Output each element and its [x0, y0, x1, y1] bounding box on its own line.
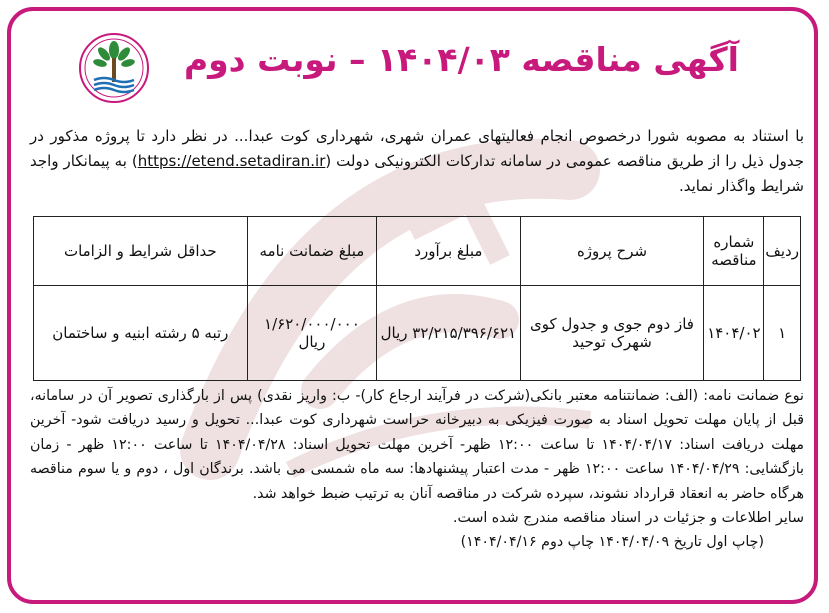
- print-dates-line: (چاپ اول تاریخ ۱۴۰۴/۰۴/۰۹ چاپ دوم ۱۴۰۴/۰۴/۱۶): [460, 534, 764, 551]
- cell-requirements: رتبه ۵ رشته ابنیه و ساختمان: [34, 286, 248, 381]
- header-row-number: ردیف: [764, 217, 801, 286]
- guarantee-terms-paragraph: نوع ضمانت نامه: (الف: ضمانتنامه معتبر بانکی(شرکت در فرآیند ارجاع کار)- ب: واریز نقدی) پس از بارگذاری تصویر آن در سامانه، قبل از پایان مهلت تحویل اسناد به صورت فیزیکی به دبیرخانه حراست شهرداری کوت عبدا... تحویل و رسید دریافت شود- آخرین مهلت دریافت اسناد: ۱۴۰۴/۰۴/۱۷ تا ساعت ۱۲:۰۰ ظهر- آخرین مهلت تحویل اسناد: ۱۴۰۴/۰۴/۲۸ تا ساعت ۱۲:۰۰ ظهر - زمان بازگشایی: ۱۴۰۴/۰۴/۲۹ ساعت ۱۲:۰۰ ظهر - مدت اعتبار پیشنهادها: سه ماه شمسی می باشد. برندگان اول ، دوم و یا سوم مناقصه هرگاه حاضر به انعقاد قرارداد نشوند، سپرده شرکت در مناقصه آنان به ترتیب ضبط خواهد شد.: [30, 388, 804, 502]
- municipality-logo: [78, 30, 150, 106]
- cell-row-number: ۱: [764, 286, 801, 381]
- table-header-row: [34, 217, 801, 286]
- notes-section: [30, 384, 804, 555]
- cell-estimate: ۳۲/۲۱۵/۳۹۶/۶۲۱ ریال: [377, 286, 520, 381]
- header-tender-number: شماره مناقصه: [704, 217, 764, 286]
- intro-text-start: با استناد به مصوبه شورا درخصوص انجام فعالیتهای عمران شهری، شهرداری کوت عبدا... در نظر دارد تا پروژه مذکور در جدول ذیل را از طریق مناقصه عمومی در سامانه تدارکات الکترونیکی دولت (: [30, 127, 804, 170]
- details-line: سایر اطلاعات و جزئیات در اسناد مناقصه مندرج شده است.: [453, 510, 804, 527]
- notice-title: آگهی مناقصه ۱۴۰۴/۰۳ – نوبت دوم: [183, 40, 739, 79]
- setad-link[interactable]: https://etend.setadiran.ir: [137, 152, 326, 170]
- header-estimate: مبلغ برآورد: [377, 217, 520, 286]
- header-description: شرح پروژه: [520, 217, 704, 286]
- cell-guarantee: ۱/۶۲۰/۰۰۰/۰۰۰ ریال: [247, 286, 377, 381]
- intro-paragraph: [30, 124, 804, 199]
- intro-text-end: ) به پیمانکار واجد شرایط واگذار نماید.: [30, 152, 804, 195]
- cell-description: فاز دوم جوی و جدول کوی شهرک توحید: [520, 286, 704, 381]
- header-requirements: حداقل شرایط و الزامات: [34, 217, 248, 286]
- table-row: [34, 286, 801, 381]
- cell-tender-number: ۱۴۰۴/۰۲: [704, 286, 764, 381]
- header-guarantee: مبلغ ضمانت نامه: [247, 217, 377, 286]
- tender-table: [33, 216, 801, 381]
